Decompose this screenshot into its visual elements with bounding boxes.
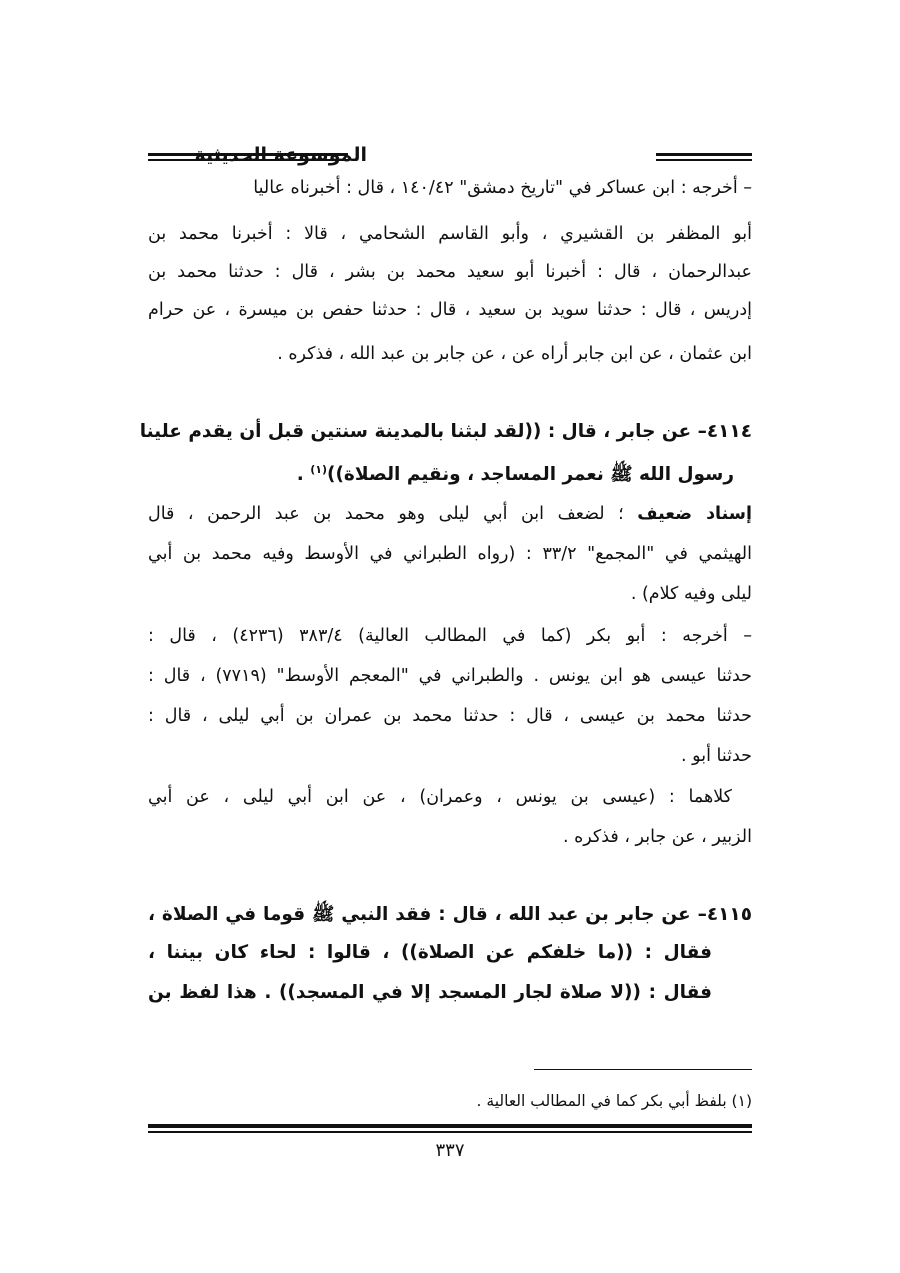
- text-line: حدثنا أبو .: [681, 746, 752, 766]
- footnote: (١) بلفظ أبي بكر كما في المطالب العالية .: [476, 1092, 752, 1110]
- text-line: الزبير ، عن جابر ، فذكره .: [562, 827, 752, 847]
- hadith-text-line: ٤١١٥– عن جابر بن عبد الله ، قال : فقد النبي ﷺ قوما في الصلاة ،: [148, 904, 752, 925]
- text-line: الهيثمي في "المجمع" ٣٣/٢ : (رواه الطبراني في الأوسط وفيه محمد بن أبي: [148, 544, 752, 564]
- text-line: ابن عثمان ، عن ابن جابر أراه عن ، عن جابر بن عبد الله ، فذكره .: [277, 344, 752, 364]
- header-title: الموسوعة الحديثية: [194, 144, 367, 166]
- paragraph-isnad: [148, 502, 752, 612]
- hadith-text-line: فقال : ((ما خلفكم عن الصلاة)) ، قالوا : لحاء كان بيننا ،: [148, 942, 712, 963]
- text-line: [148, 502, 752, 526]
- paragraph-ibn-asakir: [148, 176, 752, 376]
- text-line: حدثنا عيسى هو ابن يونس . والطبراني في "المعجم الأوسط" (٧٧١٩) ، قال :: [148, 666, 752, 686]
- text-line: إدريس ، قال : حدثنا سويد بن سعيد ، قال : حدثنا حفص بن ميسرة ، عن حرام: [148, 300, 752, 320]
- paragraph-abu-bakr: [148, 624, 752, 774]
- footnote-separator: [534, 1069, 752, 1070]
- hadith-text-line: ٤١١٤– عن جابر ، قال : ((لقد لبثنا بالمدينة سنتين قبل أن يقدم علينا: [139, 421, 752, 442]
- text-line: كلاهما : (عيسى بن يونس ، وعمران) ، عن ابن أبي ليلى ، عن أبي: [148, 787, 732, 807]
- hadith-text: رسول الله ﷺ نعمر المساجد ، ونقيم الصلاة)): [326, 464, 734, 486]
- text-line: – أخرجه : أبو بكر (كما في المطالب العالية) ٣٨٣/٤ (٤٢٣٦) ، قال :: [148, 626, 752, 646]
- text-run: ؛ لضعف ابن أبي ليلى وهو محمد بن عبد الرحمن ، قال: [148, 504, 638, 524]
- text-line: – أخرجه : ابن عساكر في "تاريخ دمشق" ١٤٠/٤٢ ، قال : أخبرناه عاليا: [253, 178, 752, 198]
- hadith-4115: [148, 903, 752, 1013]
- footer-rule-thick: [148, 1124, 752, 1128]
- paragraph-kilahuma: [148, 785, 752, 855]
- hadith-text-end: .: [296, 464, 311, 486]
- isnad-label: إسناد ضعيف: [637, 504, 752, 524]
- header-rule-right-bottom: [656, 159, 752, 161]
- hadith-text-line: فقال : ((لا صلاة لجار المسجد إلا في المسجد)) . هذا لفظ بن: [148, 982, 712, 1003]
- page-number: ٣٣٧: [435, 1140, 465, 1161]
- running-header: [148, 140, 752, 170]
- hadith-text-line: [297, 458, 734, 487]
- text-line: عبدالرحمان ، قال : أخبرنا أبو سعيد محمد بن بشر ، قال : حدثنا محمد بن: [148, 262, 752, 282]
- header-rule-right-top: [656, 153, 752, 156]
- footer-rule-thin: [148, 1131, 752, 1133]
- text-line: حدثنا محمد بن عيسى ، قال : حدثنا محمد بن عمران بن أبي ليلى ، قال :: [148, 706, 752, 726]
- footnote-marker[interactable]: (١): [310, 463, 327, 476]
- hadith-4114: [139, 420, 752, 500]
- text-line: ليلى وفيه كلام) .: [630, 584, 752, 604]
- text-line: أبو المظفر بن القشيري ، وأبو القاسم الشحامي ، قالا : أخبرنا محمد بن: [148, 224, 752, 244]
